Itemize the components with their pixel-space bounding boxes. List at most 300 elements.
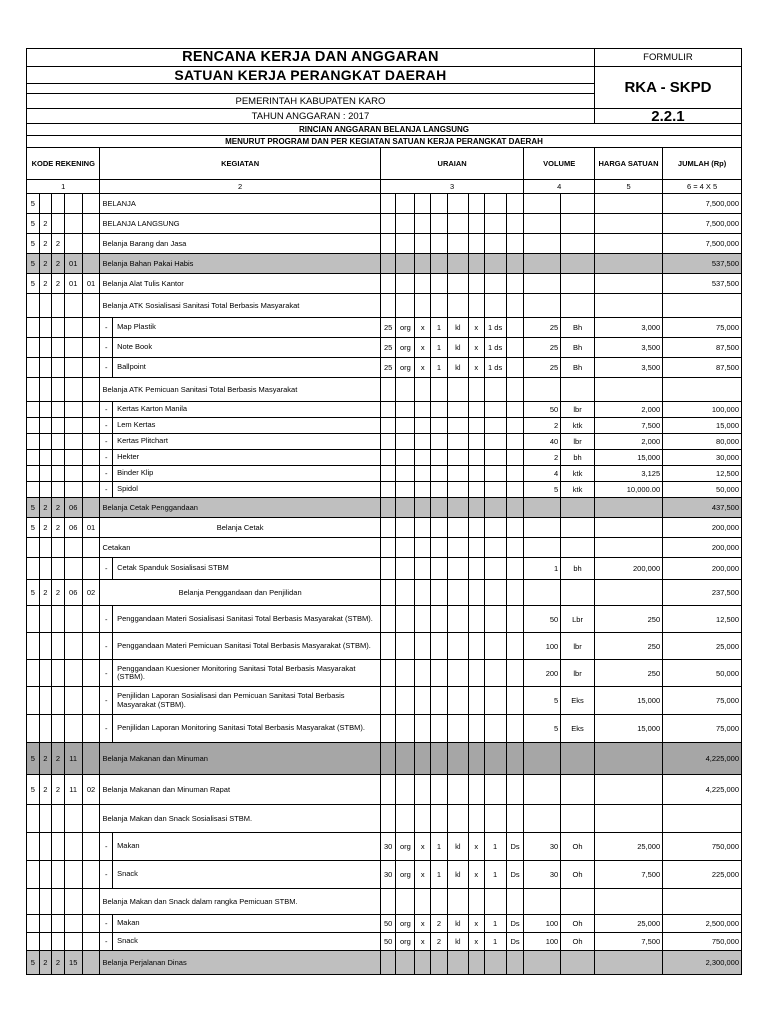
uraian-cell bbox=[396, 805, 415, 833]
item-description: Lem Kertas bbox=[113, 418, 381, 434]
kegiatan-label: Belanja Cetak Penggandaan bbox=[100, 498, 380, 518]
satuan-cell: Oh bbox=[561, 915, 595, 933]
kode-rekening-cell: 01 bbox=[82, 518, 100, 538]
uraian-cell bbox=[396, 518, 415, 538]
satuan-cell: lbr bbox=[561, 434, 595, 450]
uraian-cell: x bbox=[468, 318, 484, 338]
form-code: 2.2.1 bbox=[594, 109, 741, 124]
kode-rekening-cell: 5 bbox=[27, 498, 40, 518]
uraian-cell: org bbox=[396, 318, 415, 338]
uraian-cell bbox=[396, 294, 415, 318]
kode-rekening-cell bbox=[27, 434, 40, 450]
kode-rekening-cell bbox=[82, 538, 100, 558]
jumlah-cell: 25,000 bbox=[663, 633, 742, 660]
uraian-cell bbox=[468, 274, 484, 294]
kode-rekening-cell bbox=[52, 338, 65, 358]
kode-rekening-cell: 5 bbox=[27, 254, 40, 274]
kode-rekening-cell bbox=[39, 418, 52, 434]
uraian-cell bbox=[484, 687, 506, 715]
uraian-cell: 1 bbox=[431, 338, 448, 358]
table-row bbox=[27, 833, 742, 861]
uraian-cell bbox=[506, 482, 524, 498]
kode-rekening-cell bbox=[52, 402, 65, 418]
uraian-cell bbox=[447, 214, 468, 234]
satuan-cell: Bh bbox=[561, 358, 595, 378]
uraian-cell bbox=[506, 805, 524, 833]
uraian-cell bbox=[484, 951, 506, 975]
kode-rekening-cell bbox=[64, 358, 82, 378]
uraian-cell bbox=[468, 580, 484, 606]
uraian-cell: Ds bbox=[506, 933, 524, 951]
kode-rekening-cell bbox=[39, 402, 52, 418]
uraian-cell: kl bbox=[447, 833, 468, 861]
uraian-cell bbox=[506, 338, 524, 358]
item-dash: - bbox=[100, 434, 113, 450]
uraian-cell: 1 ds bbox=[484, 358, 506, 378]
uraian-cell bbox=[396, 194, 415, 214]
table-row bbox=[27, 687, 742, 715]
kegiatan-label: Belanja Makan dan Snack dalam rangka Pemicuan STBM. bbox=[100, 889, 380, 915]
satuan-cell bbox=[561, 538, 595, 558]
header-number-5: 5 bbox=[594, 180, 662, 194]
kode-rekening-cell bbox=[27, 833, 40, 861]
uraian-cell: org bbox=[396, 358, 415, 378]
uraian-cell bbox=[484, 633, 506, 660]
uraian-cell bbox=[447, 715, 468, 743]
kode-rekening-cell bbox=[82, 633, 100, 660]
uraian-cell: x bbox=[468, 358, 484, 378]
kode-rekening-cell bbox=[27, 402, 40, 418]
uraian-cell bbox=[447, 775, 468, 805]
jumlah-cell: 4,225,000 bbox=[663, 775, 742, 805]
uraian-cell bbox=[415, 498, 431, 518]
uraian-cell bbox=[396, 254, 415, 274]
uraian-cell bbox=[484, 606, 506, 633]
jumlah-cell: 537,500 bbox=[663, 254, 742, 274]
kegiatan-label: Belanja Makanan dan Minuman Rapat bbox=[100, 775, 380, 805]
header-harga-satuan: HARGA SATUAN bbox=[594, 148, 662, 180]
uraian-cell bbox=[380, 606, 396, 633]
uraian-cell bbox=[431, 518, 448, 538]
uraian-cell bbox=[468, 951, 484, 975]
uraian-cell bbox=[484, 194, 506, 214]
uraian-cell bbox=[396, 450, 415, 466]
kode-rekening-cell bbox=[64, 558, 82, 580]
volume-cell: 100 bbox=[524, 633, 561, 660]
harga-satuan-cell: 15,000 bbox=[594, 715, 662, 743]
uraian-cell bbox=[468, 687, 484, 715]
kode-rekening-cell: 5 bbox=[27, 951, 40, 975]
table-row bbox=[27, 558, 742, 580]
item-dash: - bbox=[100, 318, 113, 338]
uraian-cell: 25 bbox=[380, 338, 396, 358]
uraian-cell bbox=[447, 743, 468, 775]
uraian-cell bbox=[506, 294, 524, 318]
harga-satuan-cell bbox=[594, 889, 662, 915]
uraian-cell bbox=[431, 633, 448, 660]
kode-rekening-cell bbox=[82, 234, 100, 254]
uraian-cell: x bbox=[468, 915, 484, 933]
item-description: Makan bbox=[113, 915, 381, 933]
kode-rekening-cell bbox=[39, 933, 52, 951]
item-description: Kertas Plitchart bbox=[113, 434, 381, 450]
uraian-cell bbox=[396, 606, 415, 633]
volume-cell bbox=[524, 580, 561, 606]
table-row bbox=[27, 538, 742, 558]
satuan-cell bbox=[561, 951, 595, 975]
header-volume: VOLUME bbox=[524, 148, 594, 180]
uraian-cell bbox=[380, 951, 396, 975]
kode-rekening-cell bbox=[64, 915, 82, 933]
uraian-cell: x bbox=[415, 833, 431, 861]
item-dash: - bbox=[100, 660, 113, 687]
kode-rekening-cell bbox=[27, 466, 40, 482]
kode-rekening-cell bbox=[27, 318, 40, 338]
uraian-cell bbox=[415, 951, 431, 975]
kode-rekening-cell: 2 bbox=[39, 580, 52, 606]
kode-rekening-cell: 06 bbox=[64, 580, 82, 606]
uraian-cell bbox=[415, 518, 431, 538]
kode-rekening-cell bbox=[82, 558, 100, 580]
harga-satuan-cell: 2,000 bbox=[594, 434, 662, 450]
uraian-cell bbox=[415, 378, 431, 402]
uraian-cell: 1 bbox=[431, 358, 448, 378]
kode-rekening-cell bbox=[27, 338, 40, 358]
volume-cell bbox=[524, 951, 561, 975]
kode-rekening-cell bbox=[27, 687, 40, 715]
uraian-cell: 25 bbox=[380, 318, 396, 338]
uraian-cell bbox=[484, 580, 506, 606]
uraian-cell bbox=[447, 274, 468, 294]
kode-rekening-cell bbox=[82, 915, 100, 933]
harga-satuan-cell bbox=[594, 294, 662, 318]
item-description: Spidol bbox=[113, 482, 381, 498]
uraian-cell bbox=[506, 358, 524, 378]
uraian-cell bbox=[380, 498, 396, 518]
jumlah-cell: 200,000 bbox=[663, 518, 742, 538]
uraian-cell bbox=[447, 254, 468, 274]
kode-rekening-cell: 5 bbox=[27, 234, 40, 254]
uraian-cell: x bbox=[468, 833, 484, 861]
item-description: Penjilidan Laporan Sosialisasi dan Pemicuan Sanitasi Total Berbasis Masyarakat (STBM). bbox=[113, 687, 381, 715]
uraian-cell bbox=[396, 498, 415, 518]
jumlah-cell: 75,000 bbox=[663, 715, 742, 743]
table-row bbox=[27, 715, 742, 743]
kode-rekening-cell bbox=[52, 715, 65, 743]
uraian-cell bbox=[415, 254, 431, 274]
uraian-cell bbox=[415, 434, 431, 450]
satuan-cell: bh bbox=[561, 450, 595, 466]
kode-rekening-cell bbox=[52, 861, 65, 889]
uraian-cell bbox=[380, 633, 396, 660]
kode-rekening-cell: 2 bbox=[52, 498, 65, 518]
uraian-cell: x bbox=[468, 338, 484, 358]
uraian-cell: org bbox=[396, 933, 415, 951]
kegiatan-label: Belanja Alat Tulis Kantor bbox=[100, 274, 380, 294]
kode-rekening-cell bbox=[52, 482, 65, 498]
kode-rekening-cell: 01 bbox=[64, 254, 82, 274]
kode-rekening-cell bbox=[82, 434, 100, 450]
kode-rekening-cell bbox=[52, 434, 65, 450]
uraian-cell bbox=[468, 434, 484, 450]
uraian-cell bbox=[396, 402, 415, 418]
table-row bbox=[27, 234, 742, 254]
uraian-cell bbox=[447, 633, 468, 660]
table-row bbox=[27, 606, 742, 633]
jumlah-cell: 437,500 bbox=[663, 498, 742, 518]
kode-rekening-cell bbox=[27, 558, 40, 580]
kode-rekening-cell bbox=[27, 889, 40, 915]
uraian-cell bbox=[415, 558, 431, 580]
satuan-cell: Oh bbox=[561, 861, 595, 889]
table-row bbox=[27, 254, 742, 274]
uraian-cell bbox=[431, 580, 448, 606]
volume-cell: 2 bbox=[524, 450, 561, 466]
volume-cell bbox=[524, 194, 561, 214]
kode-rekening-cell bbox=[39, 434, 52, 450]
harga-satuan-cell: 7,500 bbox=[594, 861, 662, 889]
kode-rekening-cell bbox=[52, 889, 65, 915]
uraian-cell bbox=[380, 434, 396, 450]
kode-rekening-cell bbox=[82, 498, 100, 518]
kode-rekening-cell bbox=[64, 294, 82, 318]
uraian-cell bbox=[484, 538, 506, 558]
uraian-cell bbox=[447, 558, 468, 580]
table-row bbox=[27, 466, 742, 482]
uraian-cell bbox=[506, 402, 524, 418]
kode-rekening-cell: 2 bbox=[52, 518, 65, 538]
kode-rekening-cell bbox=[39, 687, 52, 715]
kode-rekening-cell bbox=[39, 378, 52, 402]
uraian-cell bbox=[484, 805, 506, 833]
jumlah-cell: 4,225,000 bbox=[663, 743, 742, 775]
item-dash: - bbox=[100, 606, 113, 633]
kode-rekening-cell bbox=[64, 833, 82, 861]
kode-rekening-cell bbox=[52, 805, 65, 833]
uraian-cell bbox=[380, 775, 396, 805]
uraian-cell bbox=[484, 482, 506, 498]
harga-satuan-cell: 3,500 bbox=[594, 338, 662, 358]
uraian-cell bbox=[431, 450, 448, 466]
uraian-cell bbox=[431, 687, 448, 715]
uraian-cell bbox=[431, 775, 448, 805]
satuan-cell: Bh bbox=[561, 318, 595, 338]
kode-rekening-cell bbox=[64, 933, 82, 951]
kegiatan-label: Cetakan bbox=[100, 538, 380, 558]
harga-satuan-cell bbox=[594, 254, 662, 274]
uraian-cell bbox=[484, 254, 506, 274]
uraian-cell bbox=[468, 378, 484, 402]
uraian-cell bbox=[484, 775, 506, 805]
kode-rekening-cell bbox=[82, 833, 100, 861]
uraian-cell bbox=[380, 214, 396, 234]
uraian-cell bbox=[468, 234, 484, 254]
item-dash: - bbox=[100, 358, 113, 378]
kode-rekening-cell bbox=[64, 214, 82, 234]
uraian-cell bbox=[380, 378, 396, 402]
kode-rekening-cell bbox=[64, 889, 82, 915]
uraian-cell bbox=[506, 418, 524, 434]
uraian-cell bbox=[468, 482, 484, 498]
jumlah-cell: 200,000 bbox=[663, 538, 742, 558]
item-description: Ballpoint bbox=[113, 358, 381, 378]
volume-cell: 30 bbox=[524, 833, 561, 861]
kode-rekening-cell bbox=[52, 933, 65, 951]
volume-cell bbox=[524, 498, 561, 518]
uraian-cell bbox=[415, 687, 431, 715]
volume-cell: 5 bbox=[524, 687, 561, 715]
kode-rekening-cell bbox=[52, 418, 65, 434]
satuan-cell bbox=[561, 254, 595, 274]
item-description: Kertas Karton Manila bbox=[113, 402, 381, 418]
jumlah-cell: 12,500 bbox=[663, 466, 742, 482]
satuan-cell bbox=[561, 194, 595, 214]
uraian-cell bbox=[468, 805, 484, 833]
uraian-cell bbox=[447, 402, 468, 418]
kode-rekening-cell bbox=[64, 234, 82, 254]
harga-satuan-cell bbox=[594, 743, 662, 775]
satuan-cell: ktk bbox=[561, 482, 595, 498]
uraian-cell bbox=[484, 450, 506, 466]
kode-rekening-cell bbox=[27, 715, 40, 743]
kode-rekening-cell: 2 bbox=[52, 234, 65, 254]
kode-rekening-cell bbox=[39, 633, 52, 660]
table-row bbox=[27, 805, 742, 833]
kode-rekening-cell bbox=[27, 861, 40, 889]
harga-satuan-cell: 15,000 bbox=[594, 450, 662, 466]
uraian-cell bbox=[380, 687, 396, 715]
uraian-cell bbox=[447, 418, 468, 434]
kode-rekening-cell bbox=[52, 558, 65, 580]
kode-rekening-cell: 5 bbox=[27, 580, 40, 606]
uraian-cell bbox=[415, 743, 431, 775]
harga-satuan-cell: 7,500 bbox=[594, 418, 662, 434]
uraian-cell bbox=[380, 580, 396, 606]
uraian-cell bbox=[447, 687, 468, 715]
item-description: Penggandaan Materi Pemicuan Sanitasi Total Berbasis Masyarakat (STBM). bbox=[113, 633, 381, 660]
table-row bbox=[27, 338, 742, 358]
harga-satuan-cell bbox=[594, 775, 662, 805]
uraian-cell: kl bbox=[447, 318, 468, 338]
kode-rekening-cell: 5 bbox=[27, 214, 40, 234]
kode-rekening-cell: 5 bbox=[27, 194, 40, 214]
uraian-cell bbox=[380, 805, 396, 833]
uraian-cell: x bbox=[468, 861, 484, 889]
uraian-cell bbox=[380, 466, 396, 482]
item-dash: - bbox=[100, 482, 113, 498]
uraian-cell bbox=[415, 234, 431, 254]
jumlah-cell: 750,000 bbox=[663, 933, 742, 951]
uraian-cell bbox=[431, 498, 448, 518]
kode-rekening-cell bbox=[64, 482, 82, 498]
volume-cell bbox=[524, 254, 561, 274]
uraian-cell: x bbox=[415, 318, 431, 338]
uraian-cell bbox=[447, 194, 468, 214]
kegiatan-label: Belanja Makan dan Snack Sosialisasi STBM. bbox=[100, 805, 380, 833]
table-row bbox=[27, 660, 742, 687]
uraian-cell bbox=[396, 660, 415, 687]
uraian-cell: org bbox=[396, 833, 415, 861]
kegiatan-label: Belanja ATK Pemicuan Sanitasi Total Berbasis Masyarakat bbox=[100, 378, 380, 402]
kode-rekening-cell bbox=[64, 338, 82, 358]
table-row bbox=[27, 933, 742, 951]
uraian-cell bbox=[484, 743, 506, 775]
item-description: Makan bbox=[113, 833, 381, 861]
table-row bbox=[27, 294, 742, 318]
kode-rekening-cell bbox=[82, 318, 100, 338]
uraian-cell bbox=[431, 194, 448, 214]
uraian-cell bbox=[506, 254, 524, 274]
uraian-cell bbox=[380, 715, 396, 743]
uraian-cell bbox=[447, 498, 468, 518]
jumlah-cell: 7,500,000 bbox=[663, 234, 742, 254]
uraian-cell bbox=[484, 660, 506, 687]
kode-rekening-cell bbox=[27, 378, 40, 402]
uraian-cell bbox=[396, 538, 415, 558]
table-row bbox=[27, 775, 742, 805]
volume-cell: 40 bbox=[524, 434, 561, 450]
kode-rekening-cell bbox=[64, 538, 82, 558]
kode-rekening-cell bbox=[82, 418, 100, 434]
uraian-cell bbox=[506, 951, 524, 975]
uraian-cell bbox=[415, 660, 431, 687]
uraian-cell bbox=[484, 434, 506, 450]
uraian-cell bbox=[396, 482, 415, 498]
jumlah-cell: 12,500 bbox=[663, 606, 742, 633]
kode-rekening-cell: 2 bbox=[52, 775, 65, 805]
uraian-cell bbox=[396, 743, 415, 775]
item-description: Cetak Spanduk Sosialisasi STBM bbox=[113, 558, 381, 580]
kode-rekening-cell bbox=[39, 538, 52, 558]
kode-rekening-cell bbox=[82, 951, 100, 975]
uraian-cell bbox=[506, 450, 524, 466]
kode-rekening-cell bbox=[82, 687, 100, 715]
uraian-cell bbox=[415, 402, 431, 418]
uraian-cell bbox=[380, 194, 396, 214]
kode-rekening-cell bbox=[64, 466, 82, 482]
uraian-cell bbox=[506, 434, 524, 450]
item-dash: - bbox=[100, 558, 113, 580]
uraian-cell: Ds bbox=[506, 861, 524, 889]
kode-rekening-cell bbox=[82, 715, 100, 743]
harga-satuan-cell bbox=[594, 538, 662, 558]
uraian-cell: 1 bbox=[431, 318, 448, 338]
volume-cell bbox=[524, 775, 561, 805]
header-jumlah: JUMLAH (Rp) bbox=[663, 148, 742, 180]
item-description: Map Plastik bbox=[113, 318, 381, 338]
uraian-cell: 30 bbox=[380, 861, 396, 889]
table-row bbox=[27, 889, 742, 915]
uraian-cell bbox=[380, 889, 396, 915]
kode-rekening-cell bbox=[82, 450, 100, 466]
item-dash: - bbox=[100, 861, 113, 889]
satuan-cell bbox=[561, 518, 595, 538]
kode-rekening-cell bbox=[39, 660, 52, 687]
uraian-cell: 2 bbox=[431, 933, 448, 951]
uraian-cell bbox=[431, 482, 448, 498]
kode-rekening-cell bbox=[39, 715, 52, 743]
uraian-cell bbox=[468, 214, 484, 234]
uraian-cell bbox=[468, 418, 484, 434]
satuan-cell: Eks bbox=[561, 715, 595, 743]
uraian-cell: kl bbox=[447, 915, 468, 933]
satuan-cell: Bh bbox=[561, 338, 595, 358]
kode-rekening-cell bbox=[82, 660, 100, 687]
uraian-cell bbox=[396, 274, 415, 294]
jumlah-cell: 237,500 bbox=[663, 580, 742, 606]
uraian-cell bbox=[431, 434, 448, 450]
uraian-cell bbox=[468, 466, 484, 482]
